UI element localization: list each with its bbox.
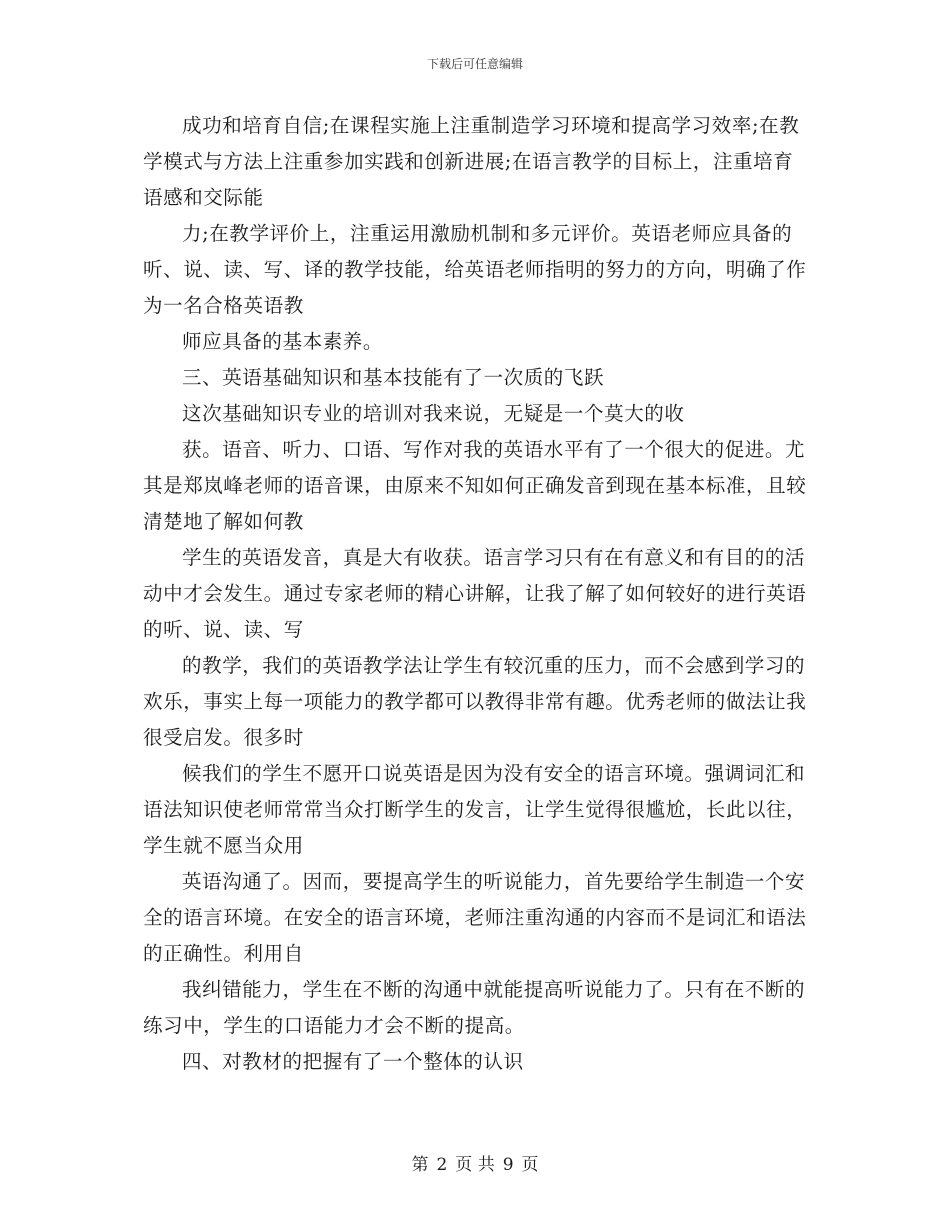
current-page-number: 2 <box>436 1155 448 1175</box>
total-page-count: 9 <box>502 1155 514 1175</box>
paragraph: 候我们的学生不愿开口说英语是因为没有安全的语言环境。强调词汇和语法知识使老师常常当众打断学生的发言，让学生觉得很尴尬，长此以往，学生就不愿当众用 <box>143 762 807 857</box>
paragraph: 我纠错能力，学生在不断的沟通中就能提高听说能力了。只有在不断的练习中，学生的口语能力才会不断的提高。 <box>143 978 806 1037</box>
paragraph: 获。语音、听力、口语、写作对我的英语水平有了一个很大的促进。尤其是郑岚峰老师的语音课，由原来不知如何正确发音到现在基本标准，且较清楚地了解如何教 <box>143 438 807 533</box>
page-number-middle: 页 共 <box>455 1155 495 1175</box>
section-heading: 四、对教材的把握有了一个整体的认识 <box>182 1050 524 1073</box>
paragraph: 的教学，我们的英语教学法让学生有较沉重的压力，而不会感到学习的欢乐，事实上每一项能力的教学都可以教得非常有趣。优秀老师的做法让我很受启发。很多时 <box>143 654 807 749</box>
paragraph: 力;在教学评价上，注重运用激励机制和多元评价。英语老师应具备的听、说、读、写、译的教学技能，给英语老师指明的努力的方向，明确了作为一名合格英语教 <box>143 222 807 317</box>
paragraph: 这次基础知识专业的培训对我来说，无疑是一个莫大的收 <box>182 402 685 425</box>
page-number-suffix: 页 <box>521 1155 539 1175</box>
paragraph: 英语沟通了。因而，要提高学生的听说能力，首先要给学生制造一个安全的语言环境。在安全的语言环境，老师注重沟通的内容而不是词汇和语法的正确性。利用自 <box>143 870 807 965</box>
page-header: 下载后可任意编辑 <box>426 57 523 71</box>
paragraph: 成功和培育自信;在课程实施上注重制造学习环境和提高学习效率;在教学模式与方法上注重参加实践和创新进展;在语言教学的目标上，注重培育语感和交际能 <box>143 114 800 209</box>
page-footer <box>0 1150 950 1175</box>
paragraph: 师应具备的基本素养。 <box>182 330 384 353</box>
paragraph: 学生的英语发音，真是大有收获。语言学习只有在有意义和有目的的活动中才会发生。通过专家老师的精心讲解，让我了解了如何较好的进行英语的听、说、读、写 <box>143 546 807 641</box>
document-body <box>143 108 811 1080</box>
section-heading: 三、英语基础知识和基本技能有了一次质的飞跃 <box>182 366 605 389</box>
page-number-prefix: 第 <box>411 1155 429 1175</box>
